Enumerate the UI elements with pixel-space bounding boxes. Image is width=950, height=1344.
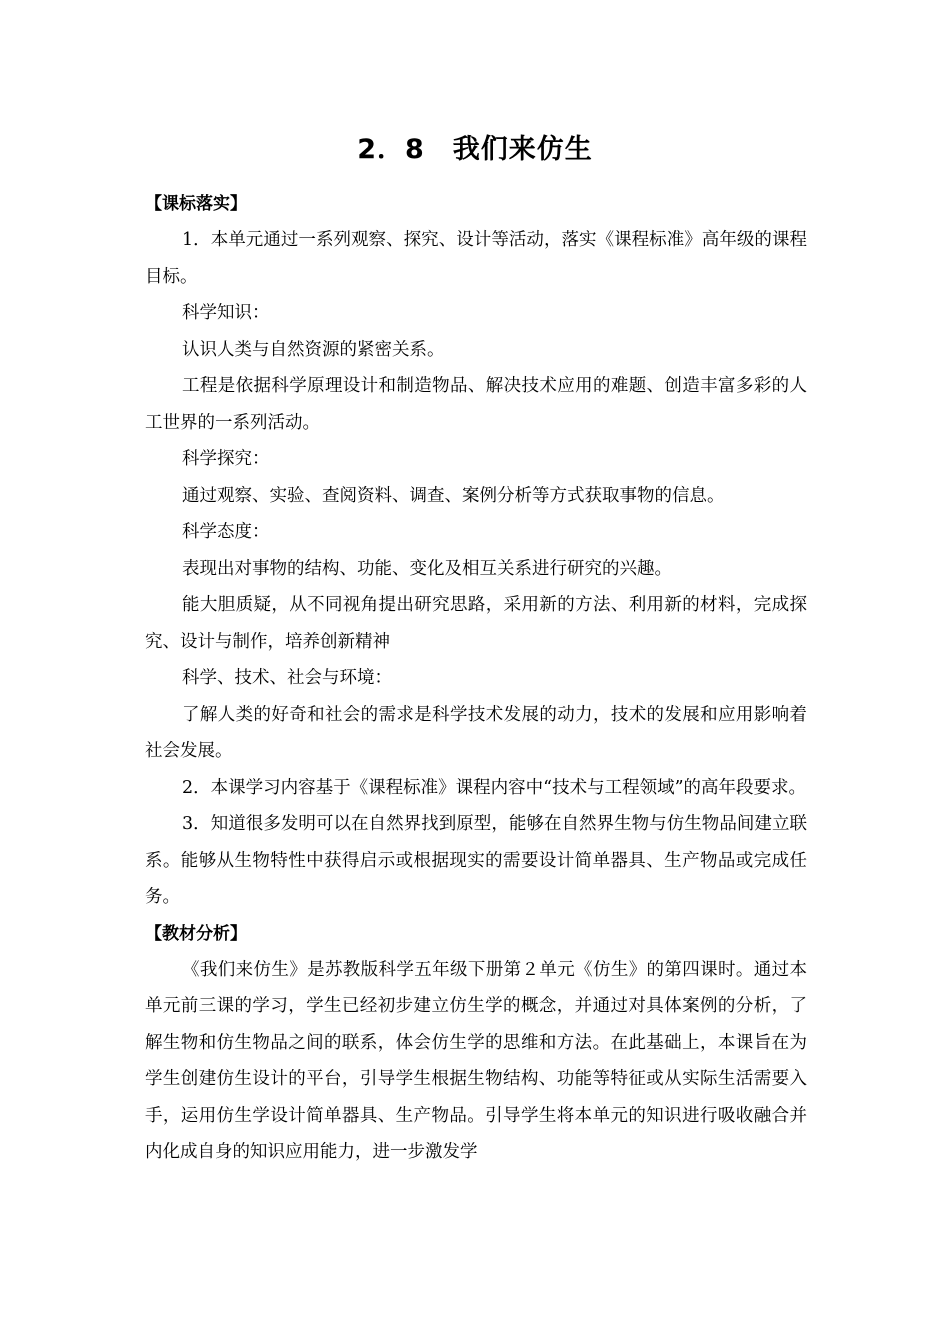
page-title: 2．8 我们来仿生: [357, 134, 593, 165]
paragraph: 科学探究：: [182, 449, 270, 469]
paragraph: 3．知道很多发明可以在自然界找到原型，能够在自然界生物与仿生物品间建立联系。能够从生物特性中获得启示或根据现实的需要设计简单器具、生产物品或完成任务。: [145, 814, 807, 907]
paragraph: 表现出对事物的结构、功能、变化及相互关系进行研究的兴趣。: [182, 558, 672, 579]
paragraph: 《我们来仿生》是苏教版科学五年级下册第２单元《仿生》的第四课时。通过本单元前三课的学习，学生已经初步建立仿生学的概念，并通过对具体案例的分析，了解生物和仿生物品之间的联系，体会仿生学的思维和方法。在此基础上，本课旨在为学生创建仿生设计的平台，引导学生根据生物结构、功能等特征或从实际生活需要入手，运用仿生学设计简单器具、生产物品。引导学生将本单元的知识进行吸收融合并内化成自身的知识应用能力，进一步激发学: [145, 959, 807, 1162]
paragraph: 工程是依据科学原理设计和制造物品、解决技术应用的难题、创造丰富多彩的人工世界的一系列活动。: [145, 376, 807, 433]
section-heading-curriculum: 【课标落实】: [145, 194, 247, 214]
paragraph: 1．本单元通过一系列观察、探究、设计等活动，落实《课程标准》高年级的课程目标。: [145, 230, 807, 287]
paragraph: 科学、技术、社会与环境：: [182, 668, 392, 688]
paragraph: 能大胆质疑，从不同视角提出研究思路，采用新的方法、利用新的材料，完成探究、设计与制作，培养创新精神: [145, 595, 807, 652]
paragraph: 通过观察、实验、查阅资料、调查、案例分析等方式获取事物的信息。: [182, 485, 725, 506]
paragraph: 科学知识：: [182, 303, 270, 323]
section-heading-textbook-analysis: 【教材分析】: [145, 923, 247, 944]
paragraph: 2．本课学习内容基于《课程标准》课程内容中“技术与工程领域”的高年段要求。: [182, 777, 807, 798]
paragraph: 认识人类与自然资源的紧密关系。: [182, 339, 445, 360]
paragraph: 科学态度：: [182, 522, 270, 542]
document-body: [145, 186, 807, 1171]
paragraph: 了解人类的好奇和社会的需求是科学技术发展的动力，技术的发展和应用影响着社会发展。: [145, 704, 807, 761]
